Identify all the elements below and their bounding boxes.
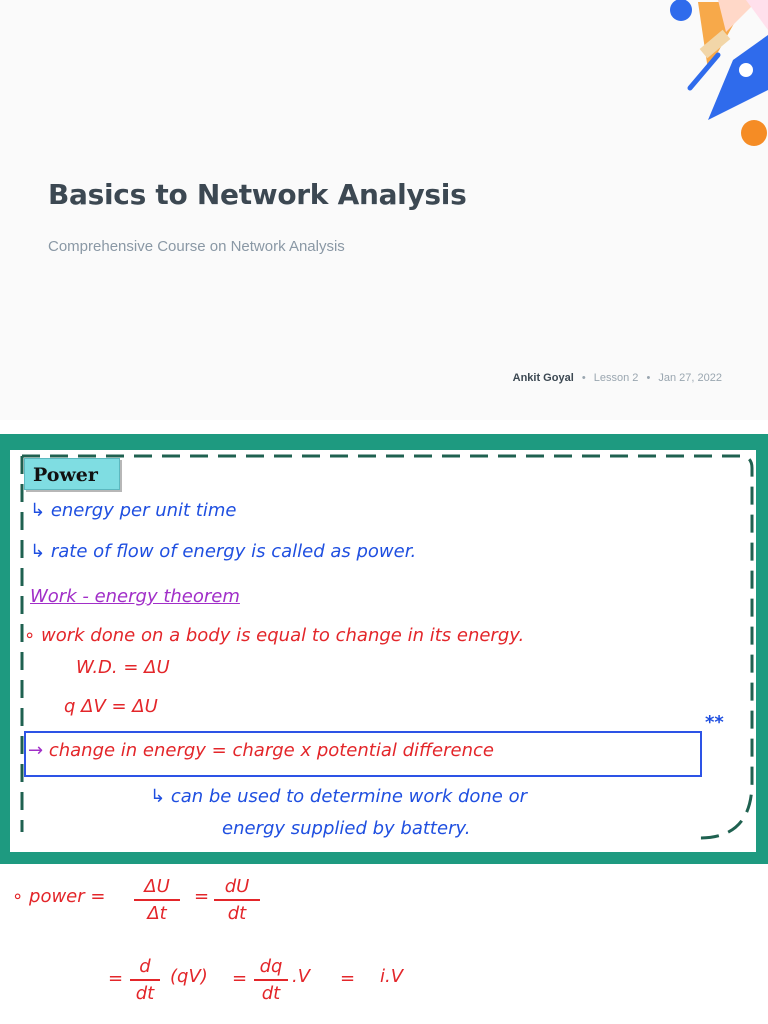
fraction-bar xyxy=(214,899,260,901)
note-line-1 xyxy=(150,786,527,807)
numerator: ΔU xyxy=(144,876,170,897)
qv-term: (qV) xyxy=(170,966,208,987)
equals-sign: = xyxy=(194,886,210,907)
note-line-2: energy supplied by battery. xyxy=(222,818,471,839)
denominator: dt xyxy=(261,983,281,1004)
lesson-number: Lesson 2 xyxy=(593,372,639,384)
bullet-icon: ∘ xyxy=(24,625,36,646)
power-label-text: power = xyxy=(29,886,106,907)
fraction-du-dt xyxy=(214,876,260,924)
note-text: can be used to determine work done or xyxy=(170,786,528,807)
power-heading: Power xyxy=(24,458,120,490)
times-v: .V xyxy=(292,966,311,987)
key-result-text: change in energy = charge x potential difference xyxy=(48,740,494,761)
arrow-icon: ↳ xyxy=(30,500,46,521)
equation-charge-potential: q ΔV = ΔU xyxy=(64,696,158,717)
power-formula-label xyxy=(12,886,105,907)
arrow-icon: ↳ xyxy=(150,786,166,807)
arrow-right-icon: → xyxy=(28,740,44,761)
denominator: Δt xyxy=(147,903,167,924)
definition-text: energy per unit time xyxy=(50,500,237,521)
theorem-heading: Work - energy theorem xyxy=(30,586,240,607)
equals-sign: = xyxy=(340,968,356,989)
stationery-illustration xyxy=(568,0,768,160)
star-marks: ** xyxy=(705,712,724,733)
course-subtitle: Comprehensive Course on Network Analysis xyxy=(48,238,345,255)
fraction-bar xyxy=(134,899,180,901)
numerator: dq xyxy=(259,956,283,977)
fraction-delta-u-delta-t xyxy=(134,876,180,924)
key-result xyxy=(28,740,494,761)
fraction-bar xyxy=(254,979,288,981)
title-card xyxy=(0,0,768,420)
separator: • xyxy=(581,372,586,384)
lesson-date: Jan 27, 2022 xyxy=(658,372,722,384)
definition-line-1 xyxy=(30,500,236,521)
definition-text: rate of flow of energy is called as power. xyxy=(50,541,417,562)
current-times-voltage: i.V xyxy=(380,966,404,987)
arrow-icon: ↳ xyxy=(30,541,46,562)
denominator: dt xyxy=(135,983,155,1004)
numerator: d xyxy=(139,956,151,977)
statement-text: work done on a body is equal to change in its energy. xyxy=(41,625,525,646)
theorem-statement xyxy=(24,625,524,646)
bullet-icon: ∘ xyxy=(12,886,24,907)
equation-work-done: W.D. = ΔU xyxy=(76,657,170,678)
page-title: Basics to Network Analysis xyxy=(48,178,467,211)
denominator: dt xyxy=(227,903,247,924)
lesson-meta xyxy=(513,372,722,384)
fraction-bar xyxy=(130,979,160,981)
definition-line-2 xyxy=(30,541,416,562)
separator: • xyxy=(646,372,651,384)
numerator: dU xyxy=(224,876,250,897)
fraction-dq-dt xyxy=(254,956,288,1004)
equals-sign: = xyxy=(108,968,124,989)
equals-sign: = xyxy=(232,968,248,989)
fraction-d-dt xyxy=(130,956,160,1004)
author-name: Ankit Goyal xyxy=(512,372,574,384)
